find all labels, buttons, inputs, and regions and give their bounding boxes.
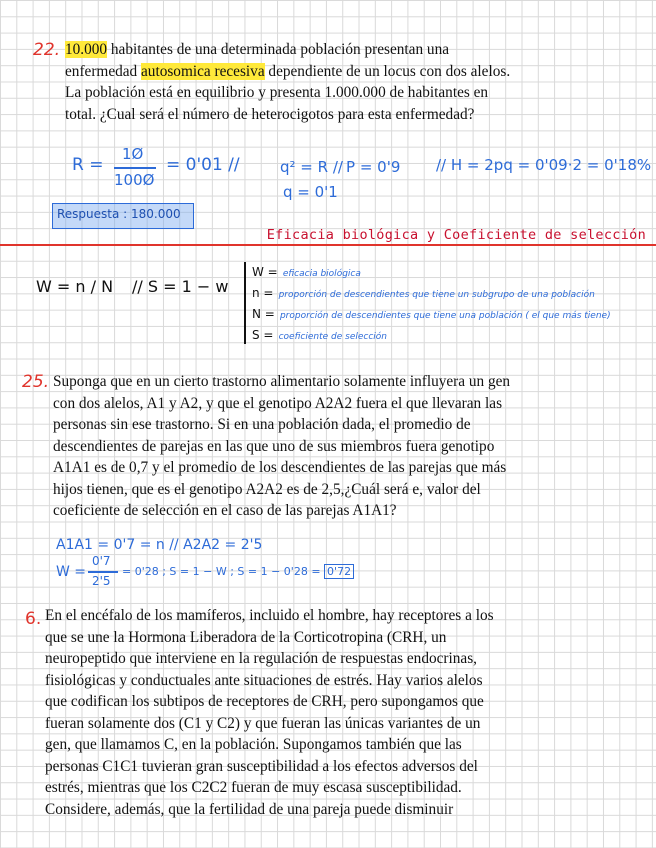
problem-6-text	[45, 605, 494, 820]
problem-6-line-2: que se une la Hormona Liberadora de la Corticotropina (CRH, un	[45, 628, 447, 646]
def-N-symbol: N =	[252, 307, 275, 321]
problem-22-line-4: total. ¿Cual será el número de heterocigotos para esta enfermedad?	[65, 105, 475, 123]
hw-r-result: = 0'01 //	[166, 155, 240, 175]
def-s-text: coeficiente de selección	[278, 332, 387, 342]
section-divider	[0, 244, 656, 246]
problem-25-line-1: Suponga que en un cierto trastorno alimentario solamente influyera un gen	[53, 373, 511, 390]
hw-p: P = 0'9	[346, 158, 401, 176]
problem-22-line-1	[65, 39, 510, 61]
hw-r-denominator: 100Ø	[114, 171, 155, 189]
formula-w: W = n / N	[36, 277, 114, 296]
problem-6-line-1: En el encéfalo de los mamíferos, incluido el hombre, hay receptores a los	[45, 607, 494, 624]
problem-6-line-8: personas C1C1 tuvieran gran susceptibilidad a los efectos adversos del	[45, 757, 478, 775]
problem-6-line-6: fueran solamente dos (C1 y C2) y que fueran las únicas variantes de un	[45, 714, 481, 732]
definition-s	[252, 324, 611, 345]
formula-s: // S = 1 − w	[132, 277, 229, 296]
problem-22-line-3: La población está en equilibrio y presenta 1.000.000 de habitantes en	[65, 84, 489, 101]
problem-6-line-3: neuropeptido que interviene en la regulación de respuestas endocrinas,	[45, 650, 477, 667]
problem-25-line-3: personas sin ese trastorno. Si en una población dada, el promedio de	[53, 416, 471, 433]
definition-w	[252, 261, 611, 282]
highlight-autosomica: autosomica recesiva	[141, 62, 265, 80]
problem-25-line-5: A1A1 es de 0,7 y el promedio de los descendientes de las parejas que más	[53, 459, 507, 476]
problem-25-line-7: coeficiente de selección en el caso de las parejas A1A1?	[53, 502, 397, 519]
definition-N	[252, 303, 611, 324]
answer-text: Respuesta : 180.000	[57, 207, 181, 221]
problem-25-line-2: con dos alelos, A1 y A2, y que el genotipo A2A2 fuera el que llevaran las	[53, 394, 503, 412]
problem-6-line-10: Considere, además, que la fertilidad de una pareja puede disminuir	[45, 800, 454, 818]
hw-r-fraction-line	[114, 167, 156, 169]
def-s-symbol: S =	[252, 328, 274, 342]
hw-25-fraction-line	[88, 571, 118, 573]
problem-25-line-4: descendientes de parejas en las que uno de sus miembros fuera genotipo	[53, 437, 495, 455]
problem-25-line-6: hijos tienen, que es el genotipo A2A2 es de 2,5,¿Cuál será e, valor del	[53, 480, 481, 498]
problem-6-line-9: estrés, mientras que los C2C2 fueran de muy escasa susceptibilidad.	[45, 779, 462, 796]
problem-25-number: 25.	[22, 372, 50, 392]
def-w-text: eficacia biológica	[282, 269, 361, 279]
problem-6-line-4: fisiológicas y conductuales ante situaciones de estrés. Hay varios alelos	[45, 671, 483, 689]
problem-22-line-2	[65, 61, 510, 83]
problem-22-line-1-rest: habitantes de una determinada población presentan una	[107, 41, 450, 58]
hw-r-numerator: 1Ø	[122, 145, 144, 163]
hw-25-line-1: A1A1 = 0'7 = n // A2A2 = 2'5	[56, 537, 263, 553]
definition-n	[252, 282, 611, 303]
problem-22-text	[65, 39, 510, 125]
hw-25-w-label: W =	[56, 564, 87, 580]
def-N-text: proporción de descendientes que tiene una población ( el que más tiene)	[279, 311, 611, 321]
hw-r-label: R =	[72, 155, 104, 175]
problem-25-text	[53, 371, 510, 522]
problem-22-line-2-pre: enfermedad	[65, 62, 142, 80]
highlight-10000: 10.000	[65, 41, 108, 58]
hw-25-boxed-answer: 0'72	[324, 564, 354, 579]
problem-22-number: 22.	[33, 40, 61, 60]
problem-6-line-7: gen, que llamamos C, en la población. Supongamos también que las	[45, 736, 462, 753]
def-w-symbol: W =	[252, 265, 278, 279]
hw-25-rest	[122, 565, 354, 578]
hw-25-rest-text: = 0'28 ; S = 1 − W ; S = 1 − 0'28 =	[122, 565, 321, 578]
definitions-bar	[244, 262, 246, 344]
hw-h: // H = 2pq = 0'09·2 = 0'18%	[436, 156, 652, 174]
problem-6-line-5: que codifican los subtipos de receptores de CRH, pero supongamos que	[45, 693, 484, 710]
hw-q: q = 0'1	[283, 183, 338, 201]
definitions-list	[252, 261, 611, 345]
answer-box	[52, 203, 194, 229]
problem-6-number: 6.	[25, 609, 42, 629]
def-n-text: proporción de descendientes que tiene un subgrupo de una población	[278, 290, 595, 300]
hw-25-frac-den: 2'5	[92, 574, 111, 588]
section-title: Eficacia biológica y Coeficiente de selección	[266, 227, 646, 243]
def-n-symbol: n =	[252, 286, 274, 300]
problem-22-line-2-post: dependiente de un locus con dos alelos.	[264, 62, 511, 80]
hw-q2: q² = R //	[280, 158, 343, 176]
hw-25-frac-num: 0'7	[92, 554, 111, 568]
